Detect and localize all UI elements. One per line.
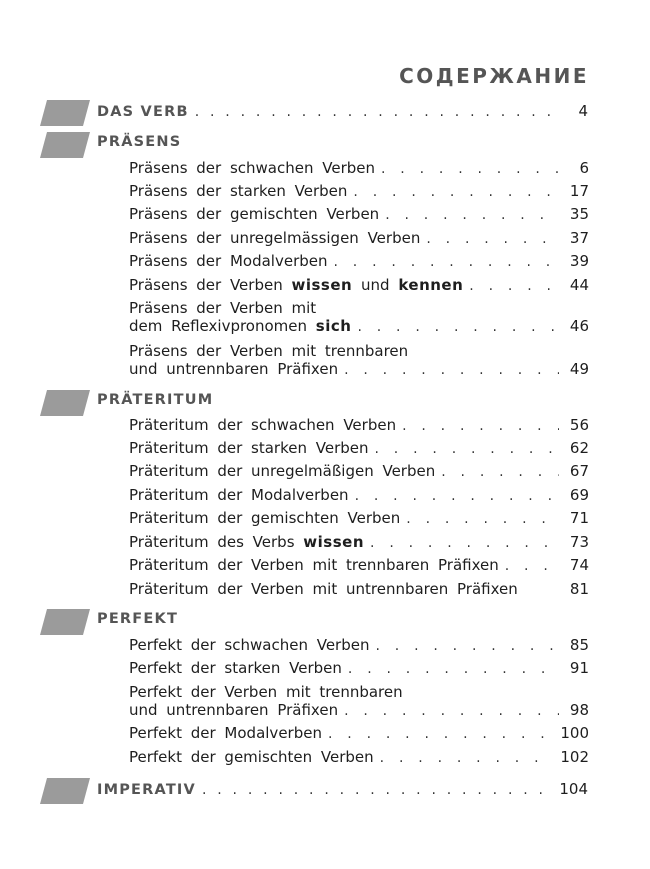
dot-leader xyxy=(375,439,560,459)
toc-entry[interactable] xyxy=(129,579,589,599)
toc-entry[interactable] xyxy=(97,102,588,120)
page-number: 6 xyxy=(579,159,589,177)
page-number: 74 xyxy=(569,556,589,574)
entry-title: und untrennbaren Präfixen xyxy=(129,701,339,719)
entry-title: Präteritum der schwachen Verben xyxy=(129,416,397,434)
page-number: 39 xyxy=(569,252,589,270)
dot-leader xyxy=(328,724,552,744)
page-number: 91 xyxy=(569,659,589,677)
toc-entry[interactable] xyxy=(97,780,588,798)
section-marker-icon xyxy=(40,132,90,158)
entry-title: Präsens der schwachen Verben xyxy=(129,159,375,177)
toc-entry[interactable] xyxy=(129,204,589,225)
dot-leader xyxy=(344,701,559,721)
dot-leader xyxy=(505,556,559,576)
entry-title: Präteritum der Verben mit trennbaren Präfixen xyxy=(129,556,499,574)
keyword-wissen: wissen xyxy=(303,533,365,551)
page-number: 56 xyxy=(569,416,589,434)
entry-title: Perfekt der starken Verben xyxy=(129,659,342,677)
page-number: 102 xyxy=(560,748,589,766)
page-title: СОДЕРЖАНИЕ xyxy=(399,64,589,88)
toc-entry[interactable] xyxy=(129,635,589,656)
section-imperativ xyxy=(0,776,650,806)
entry-first-line: Präsens der Verben mit trennbaren xyxy=(129,342,409,360)
section-marker-icon xyxy=(40,390,90,416)
entry-title xyxy=(129,532,364,552)
page-number: 67 xyxy=(569,462,589,480)
toc-entry[interactable] xyxy=(129,415,589,436)
toc-entry[interactable] xyxy=(129,461,589,482)
dot-leader xyxy=(385,205,559,225)
page-number: 44 xyxy=(569,276,589,294)
keyword-sich: sich xyxy=(315,317,352,335)
dot-leader xyxy=(370,533,559,553)
section-marker-icon xyxy=(40,778,90,804)
section-title: PERFEKT xyxy=(97,611,179,627)
toc-entry[interactable] xyxy=(129,228,589,249)
entry-title-part: Präsens der Verben xyxy=(129,276,283,294)
page-number: 73 xyxy=(569,533,589,551)
toc-entry[interactable] xyxy=(129,508,589,529)
toc-entry[interactable] xyxy=(129,532,589,553)
toc-entry[interactable] xyxy=(129,555,589,576)
section-title: PRÄSENS xyxy=(97,134,182,150)
toc-entry[interactable] xyxy=(129,316,589,337)
dot-leader xyxy=(402,416,559,436)
page-number: 69 xyxy=(569,486,589,504)
section-title: PRÄTERITUM xyxy=(97,392,214,408)
dot-leader xyxy=(344,360,559,380)
entry-title: Präteritum der Modalverben xyxy=(129,486,349,504)
page-number: 104 xyxy=(559,780,588,798)
entry-title: Perfekt der gemischten Verben xyxy=(129,748,374,766)
dot-leader xyxy=(375,636,559,656)
entry-title xyxy=(129,316,351,336)
page-number: 71 xyxy=(569,509,589,527)
entry-title: Präsens der starken Verben xyxy=(129,182,348,200)
entry-first-line: Präsens der Verben mit xyxy=(129,299,317,317)
section-perfekt xyxy=(0,607,650,637)
toc-entry[interactable] xyxy=(129,747,589,768)
dot-leader xyxy=(202,782,551,798)
entry-title: Präsens der unregelmässigen Verben xyxy=(129,229,421,247)
dot-leader xyxy=(469,276,559,296)
page-number: 98 xyxy=(569,701,589,719)
dot-leader xyxy=(348,659,559,679)
page-number: 81 xyxy=(569,580,589,598)
toc-entry[interactable] xyxy=(129,359,589,380)
dot-leader xyxy=(380,748,553,768)
page-number: 4 xyxy=(578,102,588,120)
entry-title: Präteritum der starken Verben xyxy=(129,439,369,457)
keyword-kennen: kennen xyxy=(398,276,464,294)
entry-title: und untrennbaren Präfixen xyxy=(129,360,339,378)
toc-entry[interactable] xyxy=(129,658,589,679)
entry-first-line: Perfekt der Verben mit trennbaren xyxy=(129,683,403,701)
toc-entry[interactable] xyxy=(129,700,589,721)
dot-leader xyxy=(357,317,559,337)
toc-entry[interactable] xyxy=(129,158,589,179)
entry-title: Präsens der gemischten Verben xyxy=(129,205,380,223)
entry-title: Präteritum der unregelmäßigen Verben xyxy=(129,462,436,480)
section-das-verb xyxy=(0,98,650,128)
dot-leader xyxy=(441,462,559,482)
entry-title-part: Präteritum des Verbs xyxy=(129,533,295,551)
dot-leader xyxy=(381,159,559,179)
dot-leader xyxy=(355,486,559,506)
toc-entry[interactable] xyxy=(129,181,589,202)
section-marker-icon xyxy=(40,609,90,635)
dot-leader xyxy=(353,182,559,202)
entry-title: Präsens der Modalverben xyxy=(129,252,328,270)
toc-entry[interactable] xyxy=(129,275,589,296)
section-praeteritum xyxy=(0,388,650,418)
page-number: 85 xyxy=(569,636,589,654)
entry-title: Präteritum der Verben mit untrennbaren Präfixen xyxy=(129,580,518,598)
page-number: 17 xyxy=(569,182,589,200)
dot-leader xyxy=(426,229,559,249)
entry-title-part: dem Reflexivpronomen xyxy=(129,317,308,335)
page-number: 62 xyxy=(569,439,589,457)
entry-title: Perfekt der schwachen Verben xyxy=(129,636,370,654)
entry-title xyxy=(129,275,463,295)
section-marker-icon xyxy=(40,100,90,126)
toc-entry[interactable] xyxy=(129,723,589,744)
section-title: DAS VERB xyxy=(97,104,189,120)
dot-leader xyxy=(334,252,560,272)
keyword-wissen: wissen xyxy=(291,276,353,294)
entry-title-part: und xyxy=(361,276,390,294)
entry-title: Präteritum der gemischten Verben xyxy=(129,509,401,527)
page-number: 49 xyxy=(569,360,589,378)
toc-entry[interactable] xyxy=(129,251,589,272)
section-title: IMPERATIV xyxy=(97,782,196,798)
entry-title: Perfekt der Modalverben xyxy=(129,724,322,742)
section-praesens xyxy=(0,130,650,160)
page-number: 35 xyxy=(569,205,589,223)
page-number: 100 xyxy=(560,724,589,742)
toc-entry[interactable] xyxy=(129,485,589,506)
page-number: 37 xyxy=(569,229,589,247)
dot-leader xyxy=(406,509,559,529)
page-number: 46 xyxy=(569,317,589,335)
dot-leader xyxy=(195,104,558,120)
toc-entry[interactable] xyxy=(129,438,589,459)
